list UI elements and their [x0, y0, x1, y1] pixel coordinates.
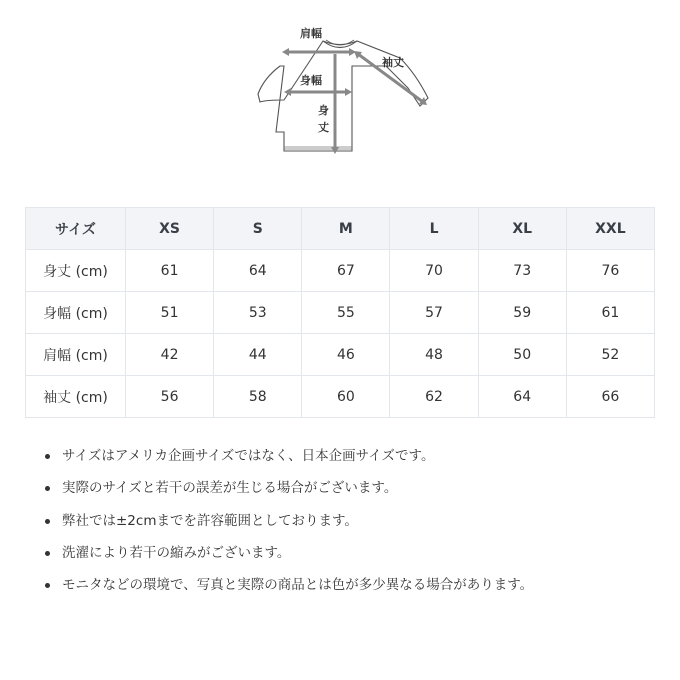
- notes-list: [25, 440, 680, 601]
- list-item: 弊社では±2cmまでを許容範囲としております。: [62, 505, 680, 537]
- row-label: 身丈 (cm): [26, 250, 126, 292]
- row-label: 身幅 (cm): [26, 292, 126, 334]
- size-header-cell: XS: [126, 208, 214, 250]
- table-cell: 51: [126, 292, 214, 334]
- table-cell: 55: [302, 292, 390, 334]
- size-header-cell: XXL: [566, 208, 654, 250]
- table-cell: 58: [214, 376, 302, 418]
- table-cell: 70: [390, 250, 478, 292]
- table-cell: 64: [214, 250, 302, 292]
- table-cell: 46: [302, 334, 390, 376]
- table-cell: 61: [566, 292, 654, 334]
- measurement-diagram: [240, 14, 440, 164]
- body-length-label-2: 丈: [318, 121, 329, 134]
- table-row: [26, 250, 655, 292]
- row-label: 袖丈 (cm): [26, 376, 126, 418]
- table-cell: 60: [302, 376, 390, 418]
- table-cell: 50: [478, 334, 566, 376]
- table-cell: 52: [566, 334, 654, 376]
- table-row: [26, 334, 655, 376]
- list-item: 洗濯により若干の縮みがございます。: [62, 537, 680, 569]
- table-row: [26, 376, 655, 418]
- shoulder-width-label: 肩幅: [300, 27, 322, 40]
- table-row: [26, 292, 655, 334]
- table-cell: 62: [390, 376, 478, 418]
- table-cell: 53: [214, 292, 302, 334]
- table-cell: 73: [478, 250, 566, 292]
- size-header-corner: サイズ: [26, 208, 126, 250]
- shirt-icon: [240, 14, 440, 164]
- list-item: モニタなどの環境で、写真と実際の商品とは色が多少異なる場合があります。: [62, 569, 680, 601]
- table-cell: 42: [126, 334, 214, 376]
- table-cell: 44: [214, 334, 302, 376]
- table-cell: 59: [478, 292, 566, 334]
- body-length-label-1: 身: [318, 104, 329, 117]
- table-cell: 76: [566, 250, 654, 292]
- size-header-row: [26, 208, 655, 250]
- sleeve-length-label: 袖丈: [382, 56, 404, 69]
- body-width-label: 身幅: [300, 74, 322, 87]
- size-header-cell: S: [214, 208, 302, 250]
- size-header-cell: M: [302, 208, 390, 250]
- list-item: サイズはアメリカ企画サイズではなく、日本企画サイズです。: [62, 440, 680, 472]
- table-cell: 67: [302, 250, 390, 292]
- size-header-cell: L: [390, 208, 478, 250]
- table-cell: 66: [566, 376, 654, 418]
- list-item: 実際のサイズと若干の誤差が生じる場合がございます。: [62, 472, 680, 504]
- table-cell: 56: [126, 376, 214, 418]
- row-label: 肩幅 (cm): [26, 334, 126, 376]
- size-header-cell: XL: [478, 208, 566, 250]
- size-table: [25, 207, 655, 418]
- table-cell: 61: [126, 250, 214, 292]
- table-cell: 48: [390, 334, 478, 376]
- table-cell: 64: [478, 376, 566, 418]
- table-cell: 57: [390, 292, 478, 334]
